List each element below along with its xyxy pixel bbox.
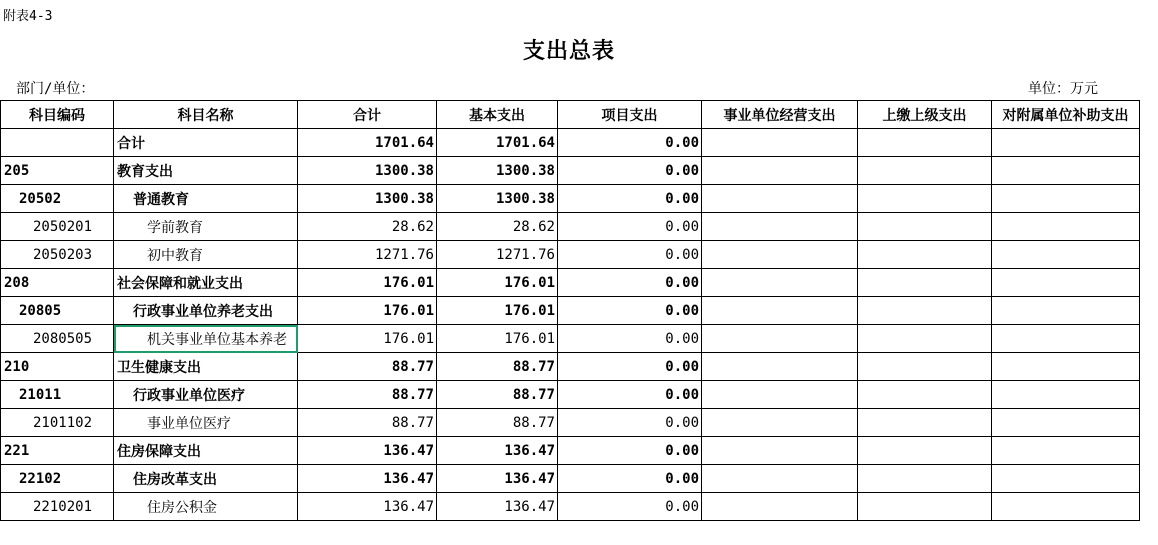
row-code-cell[interactable]: 205 [1, 157, 114, 185]
row-operating-cell[interactable] [702, 185, 858, 213]
table-row [1, 157, 1140, 185]
row-project-cell[interactable]: 0.00 [558, 185, 702, 213]
row-total-cell[interactable]: 88.77 [298, 381, 437, 409]
table-row [1, 465, 1140, 493]
row-project-cell[interactable]: 0.00 [558, 129, 702, 157]
row-total-cell[interactable]: 1300.38 [298, 185, 437, 213]
row-name-cell[interactable]: 社会保障和就业支出 [114, 269, 298, 297]
row-name-cell[interactable]: 行政事业单位养老支出 [114, 297, 298, 325]
row-operating-cell[interactable] [702, 353, 858, 381]
row-project-cell[interactable]: 0.00 [558, 465, 702, 493]
table-row [1, 353, 1140, 381]
row-project-cell[interactable]: 0.00 [558, 269, 702, 297]
row-basic-cell[interactable]: 88.77 [437, 409, 558, 437]
row-operating-cell[interactable] [702, 465, 858, 493]
row-code-cell[interactable]: 2210201 [1, 493, 114, 521]
row-code-cell[interactable]: 221 [1, 437, 114, 465]
department-label: 部门/单位： [16, 81, 95, 97]
row-remit-cell[interactable] [858, 465, 992, 493]
row-subsidy-cell[interactable] [992, 325, 1140, 353]
row-remit-cell[interactable] [858, 437, 992, 465]
header-cell-remit[interactable]: 上缴上级支出 [858, 101, 992, 129]
row-remit-cell[interactable] [858, 493, 992, 521]
row-code-cell[interactable]: 208 [1, 269, 114, 297]
row-operating-cell[interactable] [702, 437, 858, 465]
row-project-cell[interactable]: 0.00 [558, 157, 702, 185]
row-name-cell[interactable]: 住房改革支出 [114, 465, 298, 493]
row-subsidy-cell[interactable] [992, 381, 1140, 409]
row-code-cell[interactable]: 2050201 [1, 213, 114, 241]
row-basic-cell[interactable]: 136.47 [437, 437, 558, 465]
table-row [1, 241, 1140, 269]
row-basic-cell[interactable]: 28.62 [437, 213, 558, 241]
row-total-cell[interactable]: 136.47 [298, 493, 437, 521]
row-remit-cell[interactable] [858, 269, 992, 297]
table-row [1, 381, 1140, 409]
header-cell-basic[interactable]: 基本支出 [437, 101, 558, 129]
row-basic-cell[interactable]: 176.01 [437, 269, 558, 297]
row-project-cell[interactable]: 0.00 [558, 213, 702, 241]
page-title: 支出总表 [522, 39, 615, 64]
row-total-cell[interactable]: 88.77 [298, 353, 437, 381]
row-code-cell[interactable]: 20502 [1, 185, 114, 213]
row-subsidy-cell[interactable] [992, 157, 1140, 185]
row-total-cell[interactable]: 136.47 [298, 437, 437, 465]
row-operating-cell[interactable] [702, 297, 858, 325]
row-remit-cell[interactable] [858, 213, 992, 241]
row-total-cell[interactable]: 1300.38 [298, 157, 437, 185]
row-basic-cell[interactable]: 1300.38 [437, 157, 558, 185]
row-name-cell[interactable]: 行政事业单位医疗 [114, 381, 298, 409]
row-code-cell[interactable]: 2101102 [1, 409, 114, 437]
row-remit-cell[interactable] [858, 157, 992, 185]
row-remit-cell[interactable] [858, 381, 992, 409]
row-code-cell[interactable]: 21011 [1, 381, 114, 409]
row-subsidy-cell[interactable] [992, 185, 1140, 213]
row-operating-cell[interactable] [702, 213, 858, 241]
row-basic-cell[interactable]: 136.47 [437, 465, 558, 493]
row-name-cell[interactable]: 卫生健康支出 [114, 353, 298, 381]
table-row [1, 325, 1140, 353]
row-operating-cell[interactable] [702, 241, 858, 269]
row-remit-cell[interactable] [858, 129, 992, 157]
row-project-cell[interactable]: 0.00 [558, 493, 702, 521]
row-total-cell[interactable]: 1271.76 [298, 241, 437, 269]
row-project-cell[interactable]: 0.00 [558, 297, 702, 325]
row-operating-cell[interactable] [702, 493, 858, 521]
row-name-cell[interactable]: 住房公积金 [114, 493, 298, 521]
row-code-cell[interactable]: 2050203 [1, 241, 114, 269]
header-cell-project[interactable]: 项目支出 [558, 101, 702, 129]
row-name-cell[interactable]: 教育支出 [114, 157, 298, 185]
row-remit-cell[interactable] [858, 185, 992, 213]
row-total-cell[interactable]: 176.01 [298, 269, 437, 297]
row-project-cell[interactable]: 0.00 [558, 381, 702, 409]
row-subsidy-cell[interactable] [992, 241, 1140, 269]
row-remit-cell[interactable] [858, 297, 992, 325]
row-total-cell[interactable]: 176.01 [298, 325, 437, 353]
row-subsidy-cell[interactable] [992, 213, 1140, 241]
row-subsidy-cell[interactable] [992, 409, 1140, 437]
attachment-label: 附表4-3 [3, 9, 53, 24]
row-operating-cell[interactable] [702, 325, 858, 353]
row-remit-cell[interactable] [858, 353, 992, 381]
table-row [1, 409, 1140, 437]
row-basic-cell[interactable]: 1701.64 [437, 129, 558, 157]
table-row [1, 129, 1140, 157]
row-name-cell[interactable]: 机关事业单位基本养老 [114, 325, 298, 353]
header-cell-total[interactable]: 合计 [298, 101, 437, 129]
row-basic-cell[interactable]: 1271.76 [437, 241, 558, 269]
row-name-cell[interactable]: 学前教育 [114, 213, 298, 241]
table-row [1, 437, 1140, 465]
row-code-cell[interactable] [1, 129, 114, 157]
row-subsidy-cell[interactable] [992, 493, 1140, 521]
row-name-cell[interactable]: 合计 [114, 129, 298, 157]
row-remit-cell[interactable] [858, 409, 992, 437]
row-basic-cell[interactable]: 176.01 [437, 325, 558, 353]
row-basic-cell[interactable]: 1300.38 [437, 185, 558, 213]
row-total-cell[interactable]: 88.77 [298, 409, 437, 437]
table-row [1, 213, 1140, 241]
row-project-cell[interactable]: 0.00 [558, 409, 702, 437]
header-cell-subsidy[interactable]: 对附属单位补助支出 [992, 101, 1140, 129]
row-basic-cell[interactable]: 88.77 [437, 353, 558, 381]
row-name-cell[interactable]: 住房保障支出 [114, 437, 298, 465]
row-subsidy-cell[interactable] [992, 465, 1140, 493]
row-operating-cell[interactable] [702, 409, 858, 437]
row-operating-cell[interactable] [702, 269, 858, 297]
row-project-cell[interactable]: 0.00 [558, 325, 702, 353]
row-subsidy-cell[interactable] [992, 297, 1140, 325]
table-row [1, 297, 1140, 325]
row-name-cell[interactable]: 初中教育 [114, 241, 298, 269]
unit-label: 单位：万元 [1028, 81, 1098, 97]
row-subsidy-cell[interactable] [992, 129, 1140, 157]
row-operating-cell[interactable] [702, 381, 858, 409]
row-basic-cell[interactable]: 88.77 [437, 381, 558, 409]
row-total-cell[interactable]: 136.47 [298, 465, 437, 493]
row-subsidy-cell[interactable] [992, 269, 1140, 297]
row-project-cell[interactable]: 0.00 [558, 353, 702, 381]
header-row [1, 101, 1140, 129]
expenditure-table [0, 100, 1140, 521]
row-code-cell[interactable]: 22102 [1, 465, 114, 493]
table-row [1, 493, 1140, 521]
row-subsidy-cell[interactable] [992, 437, 1140, 465]
row-project-cell[interactable]: 0.00 [558, 437, 702, 465]
row-total-cell[interactable]: 176.01 [298, 297, 437, 325]
row-operating-cell[interactable] [702, 129, 858, 157]
row-name-cell[interactable]: 普通教育 [114, 185, 298, 213]
row-project-cell[interactable]: 0.00 [558, 241, 702, 269]
row-code-cell[interactable]: 20805 [1, 297, 114, 325]
row-operating-cell[interactable] [702, 157, 858, 185]
table-row [1, 185, 1140, 213]
header-cell-name[interactable]: 科目名称 [114, 101, 298, 129]
table-row [1, 269, 1140, 297]
row-basic-cell[interactable]: 136.47 [437, 493, 558, 521]
row-remit-cell[interactable] [858, 241, 992, 269]
row-remit-cell[interactable] [858, 325, 992, 353]
header-cell-code[interactable]: 科目编码 [1, 101, 114, 129]
row-name-cell[interactable]: 事业单位医疗 [114, 409, 298, 437]
row-total-cell[interactable]: 1701.64 [298, 129, 437, 157]
row-code-cell[interactable]: 210 [1, 353, 114, 381]
row-basic-cell[interactable]: 176.01 [437, 297, 558, 325]
row-subsidy-cell[interactable] [992, 353, 1140, 381]
row-total-cell[interactable]: 28.62 [298, 213, 437, 241]
row-code-cell[interactable]: 2080505 [1, 325, 114, 353]
header-cell-operating[interactable]: 事业单位经营支出 [702, 101, 858, 129]
